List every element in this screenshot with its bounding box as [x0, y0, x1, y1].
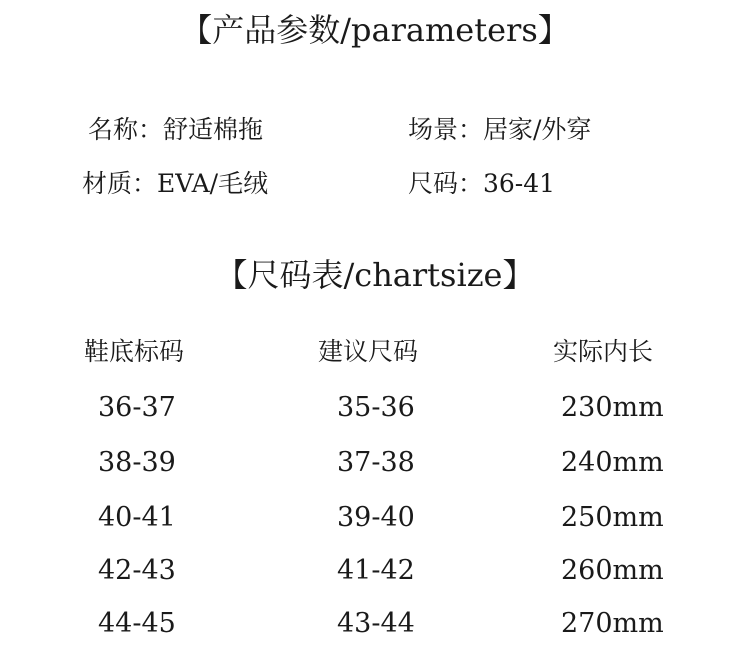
- parameters-title: 【产品参数/parameters】: [180, 11, 570, 49]
- param-scene: 场景：居家/外穿: [408, 115, 592, 144]
- param-size: 尺码：36-41: [408, 169, 556, 198]
- header-recommended-size: 建议尺码: [318, 337, 419, 366]
- size-chart-title: 【尺码表/chartsize】: [215, 256, 535, 294]
- cell-sole-size: 42-43: [98, 555, 176, 586]
- cell-sole-size: 38-39: [98, 447, 176, 478]
- cell-inner-length: 230mm: [561, 392, 664, 423]
- cell-inner-length: 250mm: [561, 502, 664, 533]
- cell-recommended-size: 39-40: [337, 502, 415, 533]
- cell-sole-size: 44-45: [98, 608, 176, 639]
- cell-inner-length: 260mm: [561, 555, 664, 586]
- cell-recommended-size: 43-44: [337, 608, 415, 639]
- param-material: 材质：EVA/毛绒: [82, 169, 269, 198]
- cell-recommended-size: 35-36: [337, 392, 415, 423]
- cell-sole-size: 36-37: [98, 392, 176, 423]
- cell-sole-size: 40-41: [98, 502, 176, 533]
- header-sole-size: 鞋底标码: [84, 337, 185, 366]
- param-name: 名称：舒适棉拖: [88, 115, 264, 144]
- cell-recommended-size: 41-42: [337, 555, 415, 586]
- cell-inner-length: 270mm: [561, 608, 664, 639]
- cell-inner-length: 240mm: [561, 447, 664, 478]
- header-inner-length: 实际内长: [553, 337, 654, 366]
- cell-recommended-size: 37-38: [337, 447, 415, 478]
